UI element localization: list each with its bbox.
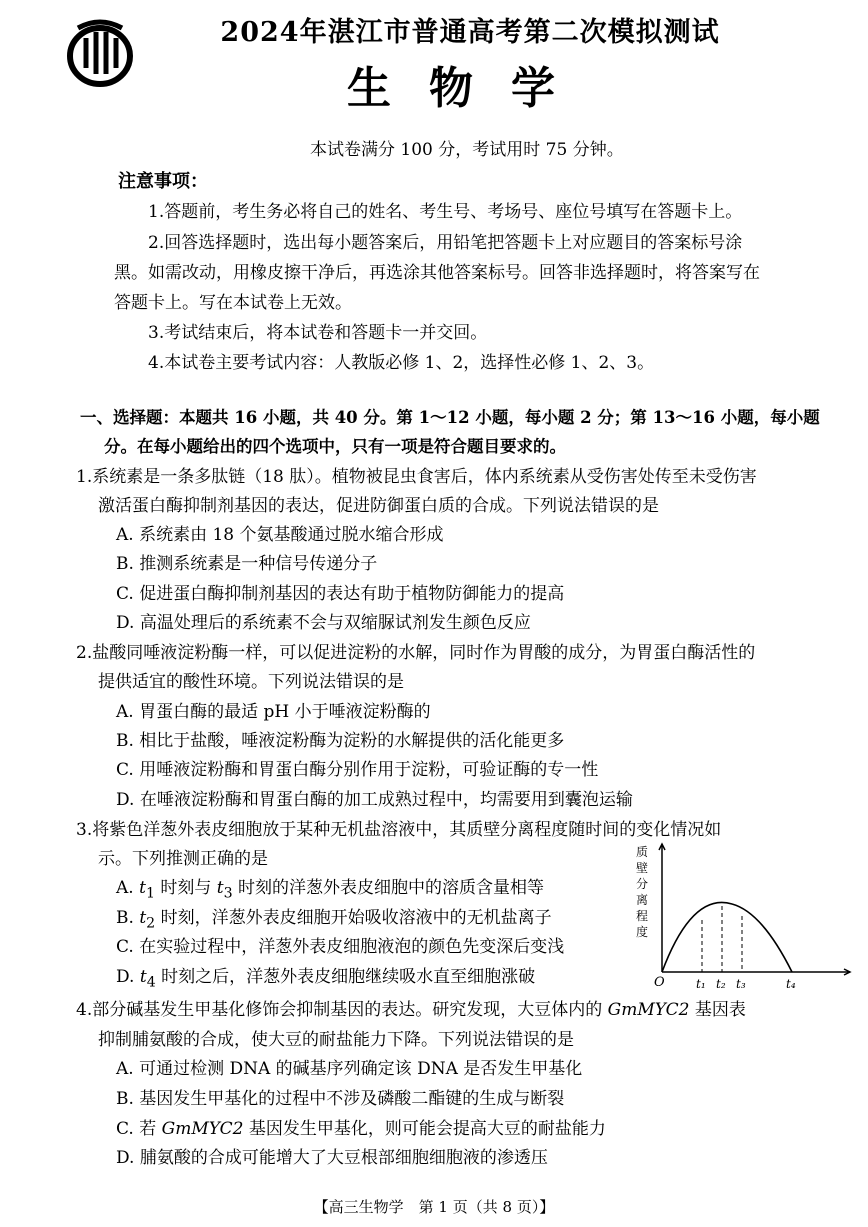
exam-info: 本试卷满分 100 分，考试用时 75 分钟。 [310,140,624,160]
question-2-stem-cont: 提供适宜的酸性环境。下列说法错误的是 [98,672,404,692]
svg-text:分: 分 [636,877,649,891]
question-4-option-b: B. 基因发生甲基化的过程中不涉及磷酸二酯键的生成与断裂 [116,1089,565,1109]
question-3-option-d: D. $t_4$ 时刻之后，洋葱外表皮细胞继续吸水直至细胞涨破 [116,967,536,991]
question-1-option-a: A. 系统素由 18 个氨基酸通过脱水缩合形成 [116,525,444,545]
t3-label: t₃ [736,977,746,991]
t4-label: t₄ [786,977,796,991]
question-3-stem: 3.将紫色洋葱外表皮细胞放于某种无机盐溶液中，其质壁分离程度随时间的变化情况如 [76,820,722,840]
page-footer: 【高三生物学 第 1 页（共 8 页）】 [313,1198,555,1216]
question-4-option-c: C. 若 GmMYC2 基因发生甲基化，则可能会提高大豆的耐盐能力 [116,1119,606,1139]
section-heading-cont: 分。在每小题给出的四个选项中，只有一项是符合题目要求的。 [104,437,566,456]
plasmolysis-graph [632,842,854,992]
notice-item: 1.答题前，考生务必将自己的姓名、考生号、考场号、座位号填写在答题卡上。 [148,202,743,222]
question-4-stem-cont: 抑制脯氨酸的合成，使大豆的耐盐能力下降。下列说法错误的是 [98,1030,574,1050]
notice-item: 3.考试结束后，将本试卷和答题卡一并交回。 [148,323,488,343]
question-4-stem: 4.部分碱基发生甲基化修饰会抑制基因的表达。研究发现，大豆体内的 GmMYC2 基因表 [76,1000,746,1020]
exam-title: 2024年湛江市普通高考第二次模拟测试 [220,17,720,48]
question-3-stem-cont: 示。下列推测正确的是 [98,849,268,869]
t1-label: t₁ [696,977,706,991]
question-2-stem: 2.盐酸同唾液淀粉酶一样，可以促进淀粉的水解，同时作为胃酸的成分，为胃蛋白酶活性的 [76,643,756,663]
notice-item: 4.本试卷主要考试内容：人教版必修 1、2，选择性必修 1、2、3。 [148,353,655,373]
notice-item: 2.回答选择题时，选出每小题答案后，用铅笔把答题卡上对应题目的答案标号涂 [148,233,743,253]
notice-item: 答题卡上。写在本试卷上无效。 [114,293,352,313]
exam-logo [64,16,136,88]
svg-text:质: 质 [636,845,649,859]
question-3-option-b: B. $t_2$ 时刻，洋葱外表皮细胞开始吸收溶液中的无机盐离子 [116,908,552,932]
question-2-option-b: B. 相比于盐酸，唾液淀粉酶为淀粉的水解提供的活化能更多 [116,731,565,751]
svg-text:度: 度 [636,925,649,939]
t2-label: t₂ [716,977,726,991]
question-1-stem: 1.系统素是一条多肽链（18 肽）。植物被昆虫食害后，体内系统素从受伤害处传至未受伤害 [76,467,757,487]
question-3-option-a: A. $t_1$ 时刻与 $t_3$ 时刻的洋葱外表皮细胞中的溶质含量相等 [116,878,545,902]
question-4-option-d: D. 脯氨酸的合成可能增大了大豆根部细胞细胞液的渗透压 [116,1148,548,1168]
question-1-option-c: C. 促进蛋白酶抑制剂基因的表达有助于植物防御能力的提高 [116,584,565,604]
svg-text:离: 离 [636,893,649,907]
question-2-option-c: C. 用唾液淀粉酶和胃蛋白酶分别作用于淀粉，可验证酶的专一性 [116,760,599,780]
y-axis-label [636,844,648,939]
question-2-option-d: D. 在唾液淀粉酶和胃蛋白酶的加工成熟过程中，均需要用到囊泡运输 [116,790,633,810]
section-heading: 一、选择题：本题共 16 小题，共 40 分。第 1～12 小题，每小题 2 分；第 13～16 小题，每小题 [80,408,820,427]
svg-text:壁: 壁 [636,861,649,875]
question-4-option-a: A. 可通过检测 DNA 的碱基序列确定该 DNA 是否发生甲基化 [116,1059,583,1079]
question-1-option-d: D. 高温处理后的系统素不会与双缩脲试剂发生颜色反应 [116,613,531,633]
question-3-option-c: C. 在实验过程中，洋葱外表皮细胞液泡的颜色先变深后变浅 [116,937,565,957]
question-1-option-b: B. 推测系统素是一种信号传递分子 [116,554,378,574]
origin-label: O [654,975,665,990]
question-1-stem-cont: 激活蛋白酶抑制剂基因的表达，促进防御蛋白质的合成。下列说法错误的是 [98,496,659,516]
subject-title: 生物学 [347,63,593,114]
notice-item: 黑。如需改动，用橡皮擦干净后，再选涂其他答案标号。回答非选择题时，将答案写在 [114,263,760,283]
question-2-option-a: A. 胃蛋白酶的最适 pH 小于唾液淀粉酶的 [116,702,431,722]
svg-text:程: 程 [636,909,649,923]
plasmolysis-curve [662,902,792,972]
notice-heading: 注意事项： [118,171,208,192]
